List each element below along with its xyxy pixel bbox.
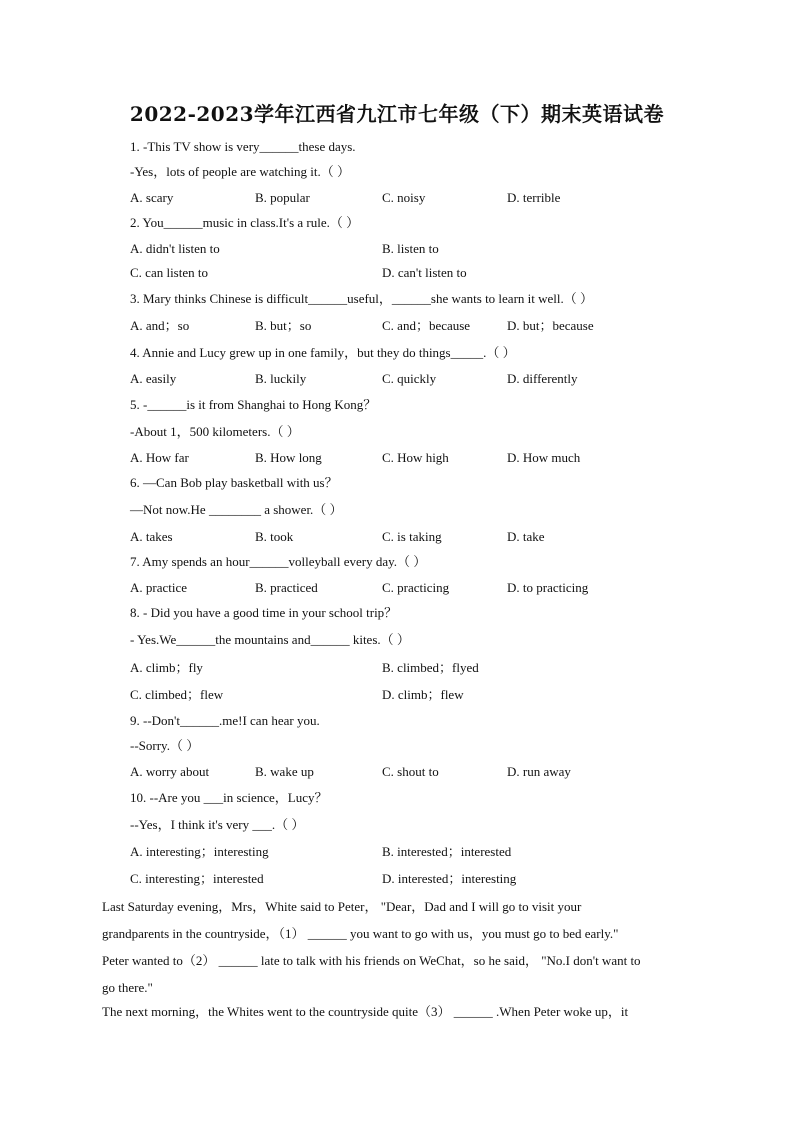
question-4-stem: 4. Annie and Lucy grew up in one family，but they do things_____.（ ） (130, 345, 516, 360)
question-8-option-d: D. climb；flew (382, 687, 464, 702)
question-6-reply: —Not now.He ________ a shower.（ ） (130, 502, 343, 517)
question-9-reply: --Sorry.（ ） (130, 738, 200, 753)
page-title: 2022-2023学年江西省九江市七年级（下）期末英语试卷 (129, 102, 665, 126)
question-1-option-d: D. terrible (507, 190, 561, 205)
question-4-option-d: D. differently (507, 371, 578, 386)
question-8-option-c: C. climbed；flew (130, 687, 224, 702)
question-10-reply: --Yes，I think it's very ___.（ ） (130, 817, 305, 832)
passage-line-3: Peter wanted to（2） ______ late to talk with his friends on WeChat，so he said， "No.I don't want to (102, 953, 641, 968)
question-6-option-d: D. take (507, 529, 545, 544)
question-5-option-b: B. How long (255, 450, 322, 465)
question-5-reply: -About 1，500 kilometers.（ ） (130, 424, 300, 439)
question-3-stem: 3. Mary thinks Chinese is difficult______useful，______she wants to learn it well.（ ） (130, 291, 594, 306)
question-10-option-a: A. interesting；interesting (130, 844, 269, 859)
question-4-option-a: A. easily (130, 371, 177, 386)
question-8-reply: - Yes.We______the mountains and______ kites.（ ） (130, 632, 410, 647)
question-2-option-d: D. can't listen to (382, 265, 467, 280)
question-9-option-b: B. wake up (255, 764, 314, 779)
question-2-option-c: C. can listen to (130, 265, 208, 280)
question-8-stem: 8. - Did you have a good time in your school trip？ (130, 605, 398, 620)
question-7-option-a: A. practice (130, 580, 188, 595)
question-6-option-b: B. took (255, 529, 294, 544)
question-3-option-b: B. but；so (255, 318, 312, 333)
passage-line-2: grandparents in the countryside，（1） ______ you want to go with us，you must go to bed early." (102, 926, 619, 941)
question-5-option-d: D. How much (507, 450, 581, 465)
question-6-option-a: A. takes (130, 529, 173, 544)
question-2-option-b: B. listen to (382, 241, 439, 256)
question-10-stem: 10. --Are you ___in science，Lucy？ (130, 790, 328, 805)
passage-line-1: Last Saturday evening，Mrs，White said to Peter， "Dear，Dad and I will go to visit your (102, 899, 582, 914)
passage-line-4: go there." (102, 980, 153, 995)
question-9-option-d: D. run away (507, 764, 571, 779)
question-7-option-b: B. practiced (255, 580, 318, 595)
question-4-option-b: B. luckily (255, 371, 307, 386)
question-7-option-c: C. practicing (382, 580, 450, 595)
question-9-option-c: C. shout to (382, 764, 439, 779)
question-1-option-a: A. scary (130, 190, 174, 205)
question-7-stem: 7. Amy spends an hour______volleyball every day.（ ） (130, 554, 427, 569)
question-3-option-c: C. and；because (382, 318, 471, 333)
question-1-option-c: C. noisy (382, 190, 426, 205)
question-6-option-c: C. is taking (382, 529, 442, 544)
question-8-option-a: A. climb；fly (130, 660, 203, 675)
question-5-option-a: A. How far (130, 450, 189, 465)
question-4-option-c: C. quickly (382, 371, 437, 386)
question-2-stem: 2. You______music in class.It's a rule.（ ） (130, 215, 360, 230)
question-1-stem: 1. -This TV show is very______these days. (130, 139, 356, 154)
question-8-option-b: B. climbed；flyed (382, 660, 479, 675)
question-10-option-c: C. interesting；interested (130, 871, 264, 886)
question-9-stem: 9. --Don't______.me!I can hear you. (130, 713, 320, 728)
question-6-stem: 6. —Can Bob play basketball with us？ (130, 475, 338, 490)
question-10-option-d: D. interested；interesting (382, 871, 517, 886)
question-3-option-a: A. and；so (130, 318, 190, 333)
question-1-reply: -Yes，lots of people are watching it.（ ） (130, 164, 351, 179)
question-5-stem: 5. -______is it from Shanghai to Hong Kong？ (130, 397, 377, 412)
passage-line-5: The next morning，the Whites went to the countryside quite（3） ______ .When Peter woke up，it (102, 1004, 629, 1019)
question-5-option-c: C. How high (382, 450, 449, 465)
question-7-option-d: D. to practicing (507, 580, 589, 595)
question-10-option-b: B. interested；interested (382, 844, 512, 859)
question-3-option-d: D. but；because (507, 318, 594, 333)
question-9-option-a: A. worry about (130, 764, 210, 779)
question-1-option-b: B. popular (255, 190, 310, 205)
question-2-option-a: A. didn't listen to (130, 241, 220, 256)
